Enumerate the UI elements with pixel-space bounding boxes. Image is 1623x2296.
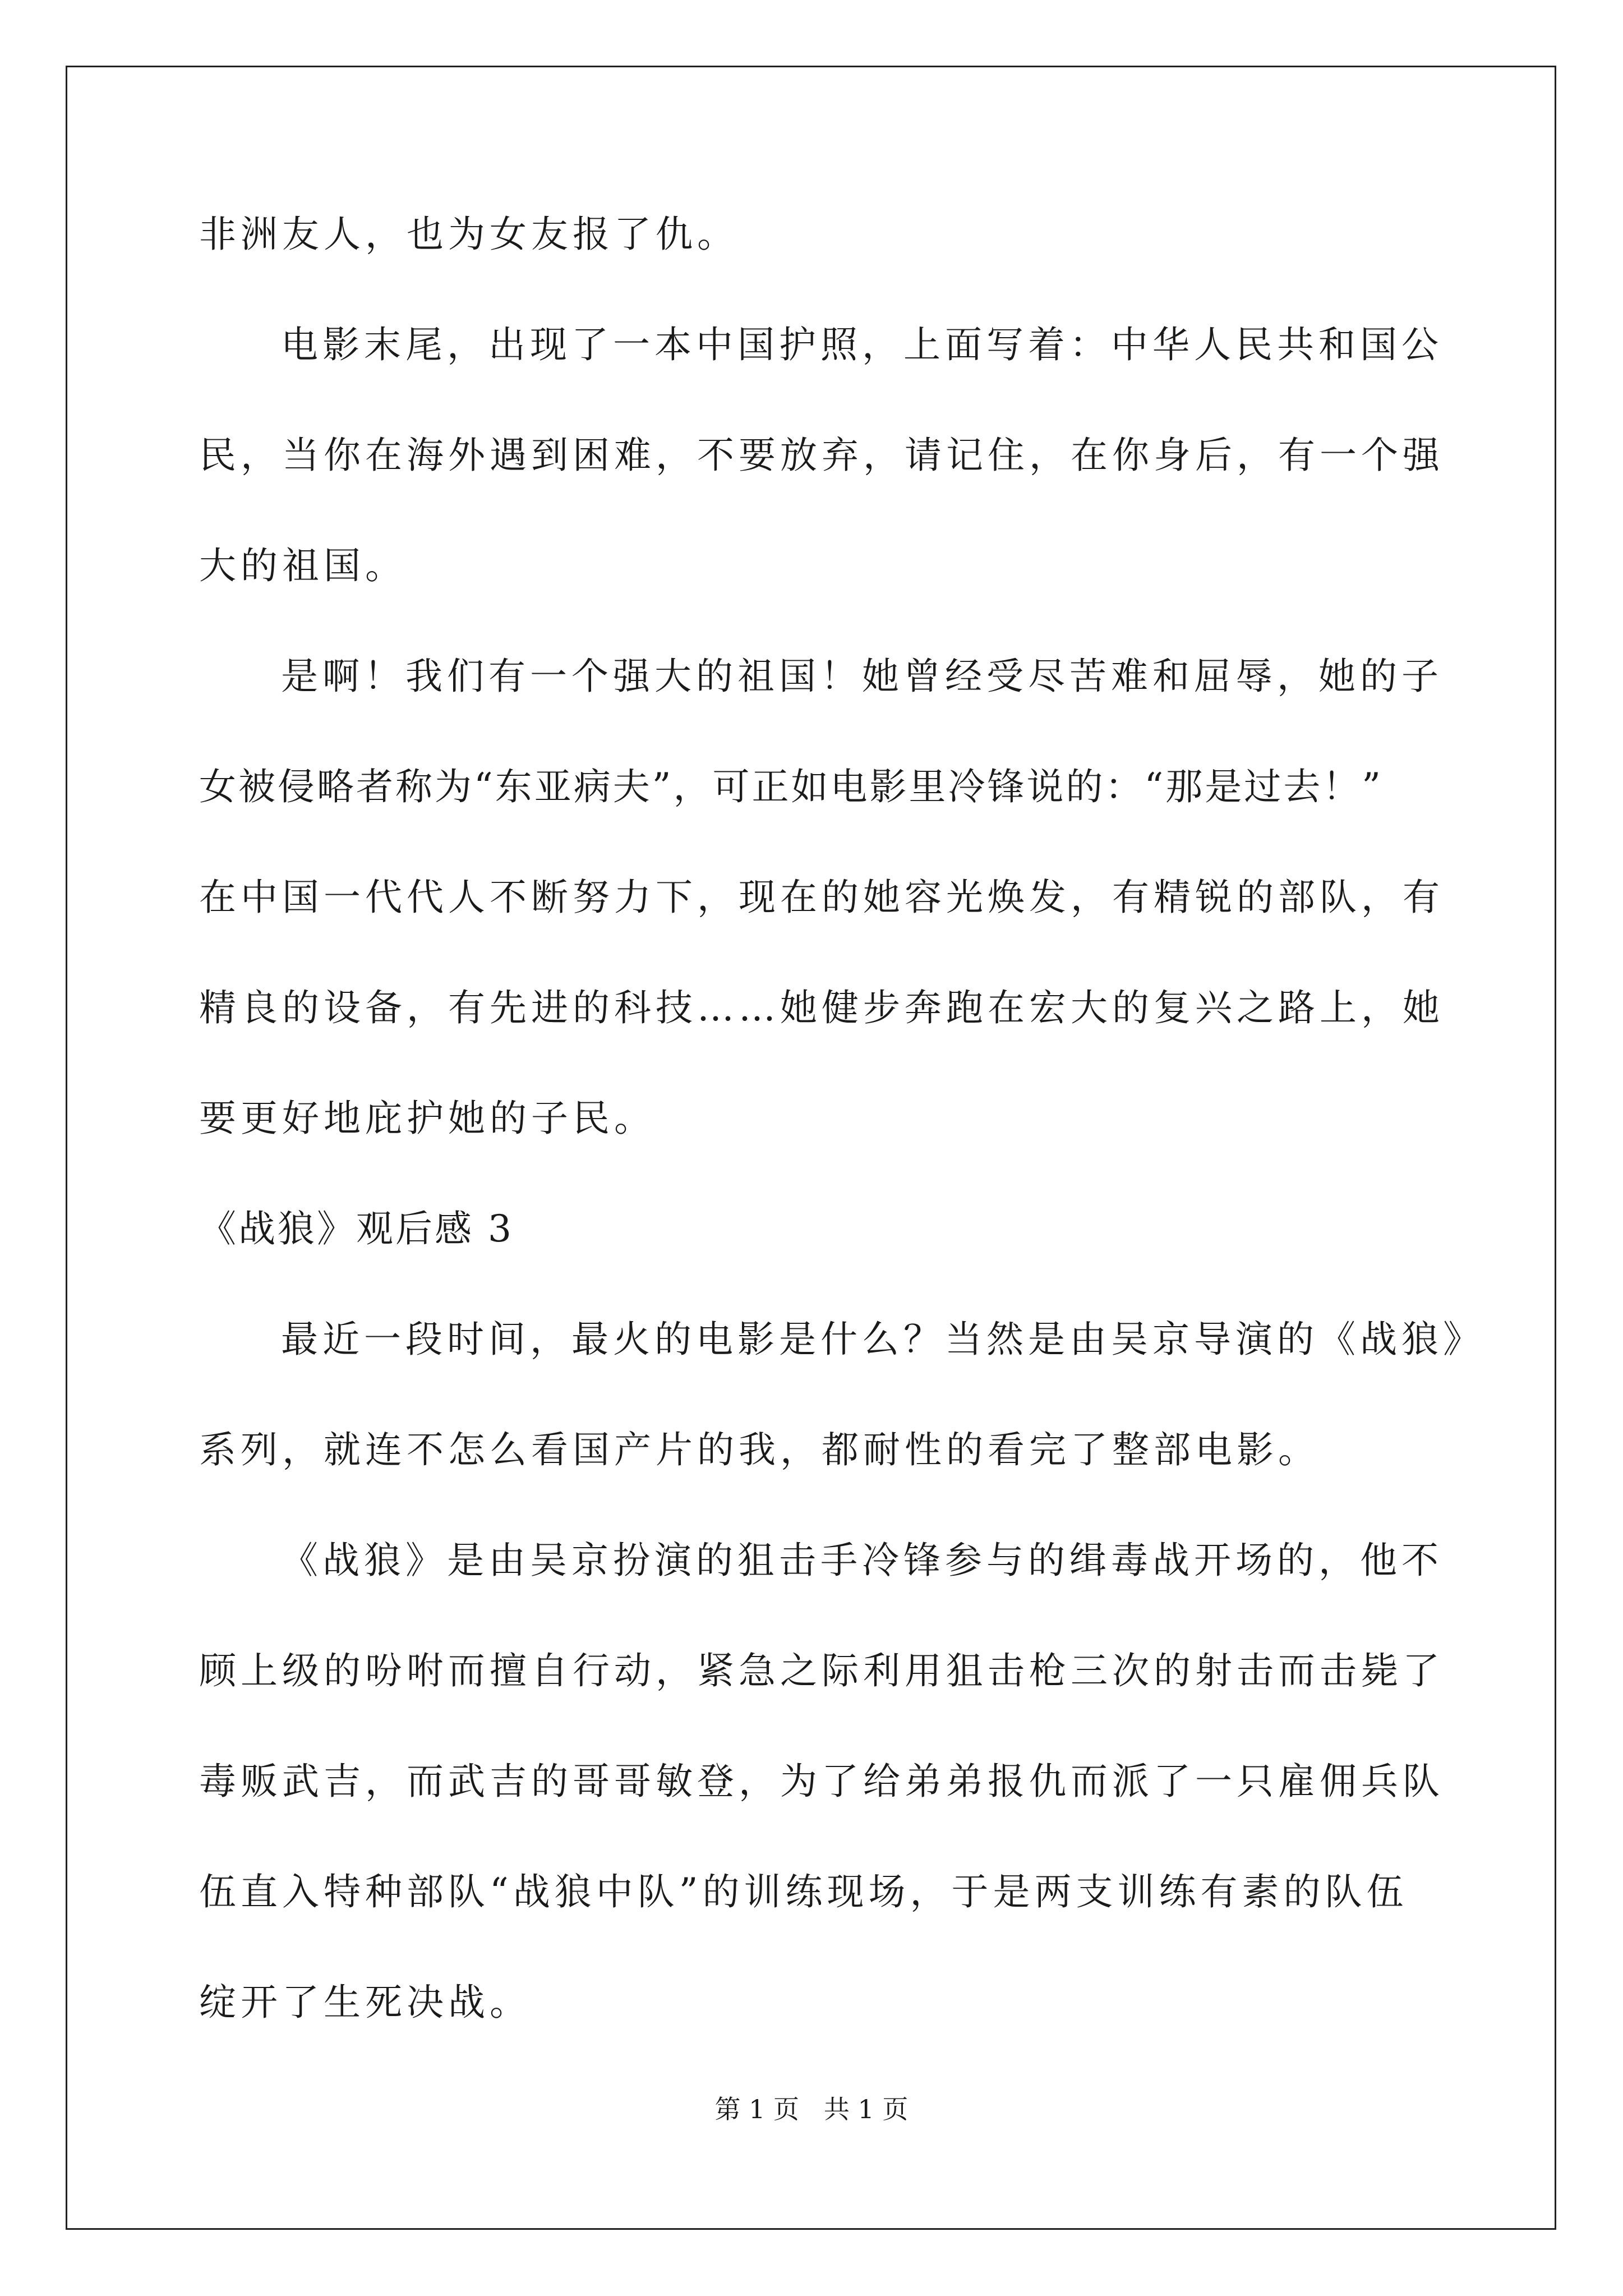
section-heading: 《战狼》观后感 3 bbox=[199, 1207, 514, 1250]
paragraph-line: 要更好地庇护她的子民。 bbox=[199, 1097, 656, 1140]
paragraph-line: 伍直入特种部队“战狼中队”的训练现场，于是两支训练有素的队伍 bbox=[199, 1870, 1408, 1913]
paragraph-line: 在中国一代代人不断努力下，现在的她容光焕发，有精锐的部队，有 bbox=[199, 876, 1444, 919]
paragraph-line: 《战狼》是由吴京扮演的狙击手冷锋参与的缉毒战开场的，他不 bbox=[281, 1539, 1443, 1582]
document-body bbox=[199, 213, 1484, 2095]
paragraph-line: 顾上级的吩咐而擅自行动，紧急之际利用狙击枪三次的射击而击毙了 bbox=[199, 1649, 1444, 1692]
paragraph-line: 系列，就连不怎么看国产片的我，都耐性的看完了整部电影。 bbox=[199, 1428, 1320, 1471]
paragraph-line: 精良的设备，有先进的科技……她健步奔跑在宏大的复兴之路上，她 bbox=[199, 986, 1444, 1029]
paragraph-line: 大的祖国。 bbox=[199, 544, 407, 587]
paragraph-line: 绽开了生死决战。 bbox=[199, 1981, 531, 2024]
paragraph-line: 毒贩武吉，而武吉的哥哥敏登，为了给弟弟报仇而派了一只雇佣兵队 bbox=[199, 1760, 1444, 1803]
paragraph-line: 民，当你在海外遇到困难，不要放弃，请记住，在你身后，有一个强 bbox=[199, 434, 1444, 477]
paragraph-line: 是啊！我们有一个强大的祖国！她曾经受尽苦难和屈辱，她的子 bbox=[281, 655, 1443, 698]
paragraph-line: 最近一段时间，最火的电影是什么？当然是由吴京导演的《战狼》 bbox=[281, 1318, 1484, 1361]
paragraph-line: 非洲友人，也为女友报了仇。 bbox=[199, 213, 739, 256]
paragraph-line: 电影末尾，出现了一本中国护照，上面写着：中华人民共和国公 bbox=[281, 323, 1443, 366]
page-number-footer: 第 1 页 共 1 页 bbox=[714, 2094, 909, 2124]
paragraph-line: 女被侵略者称为“东亚病夫”，可正如电影里冷锋说的：“那是过去！” bbox=[199, 765, 1383, 808]
